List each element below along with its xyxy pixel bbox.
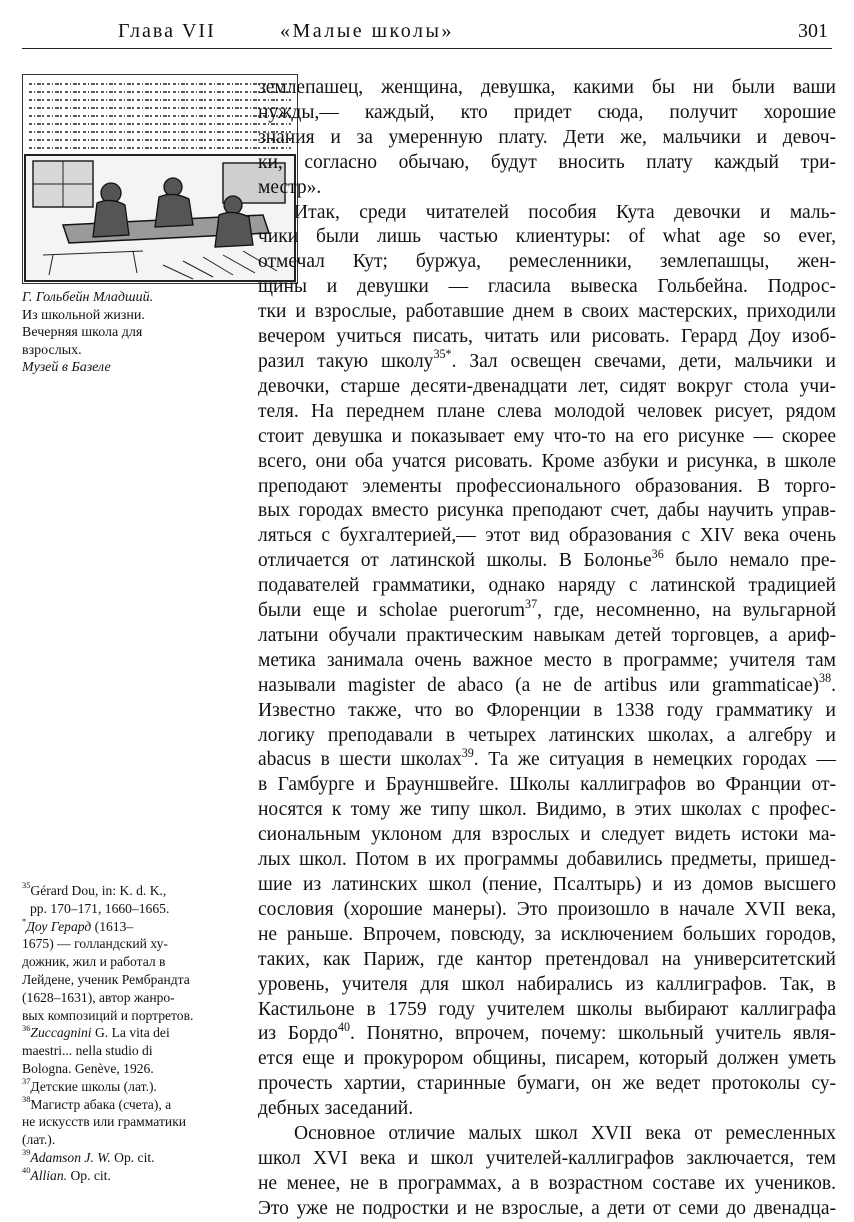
body-line: Итак, среди читателей пособия Кута девочки и маль- <box>294 201 836 223</box>
body-line: девочки, старше десяти-двенадцати лет, сидят вокруг стола учи- <box>258 375 836 397</box>
footnote-mark: 38 <box>22 1094 31 1105</box>
body-line: носятся к тому же типу школ. Видимо, в этих школах с профес- <box>258 799 836 821</box>
footnote-ref[interactable]: 39 <box>461 745 474 760</box>
body-line: подавателей грамматики, однако наряду с латинской традицией <box>258 575 836 597</box>
chapter-label: Глава VII <box>118 20 216 42</box>
body-line: ляться с бухгалтерией,— этот вид образования с XIV века очень <box>258 525 836 547</box>
body-line: Основное отличие малых школ XVII века от ремесленных <box>294 1123 836 1145</box>
footnote-name: Доу Герард <box>26 918 92 934</box>
body-line: школ XVI века и школ учителей-каллиграфов заключается, тем <box>258 1147 836 1169</box>
footnote-mark: 36 <box>22 1022 31 1033</box>
body-line <box>258 745 836 773</box>
footnote-ref[interactable]: 40 <box>337 1019 351 1034</box>
footnote-line: 1675) — голландский ху- <box>22 936 168 952</box>
body-line: логику преподавали в четырех латинских школах, а алгебру и <box>258 724 836 746</box>
body-line: отмечал Кут; буржуа, ремесленники, землепашцы, жен- <box>258 251 836 273</box>
body-line: латыни обучали практическим навыкам детей торговцев, а ариф- <box>258 624 836 646</box>
body-line-start: разил такую школу <box>258 350 434 372</box>
body-line <box>258 546 836 574</box>
footnote-text: Op. cit. <box>110 1149 155 1165</box>
caption-line: Из школьной жизни. <box>22 307 145 323</box>
body-line: вечером учиться писать, читать или рисовать. Герард Доу изоб- <box>258 326 836 348</box>
body-line <box>258 671 836 699</box>
body-line: прочесть хартии, старинные бумаги, он же ведет протоколы су- <box>258 1073 836 1095</box>
footnote-line: вых композиций и портретов. <box>22 1007 194 1023</box>
body-line-start: отличается от латинской школы. В Болонье <box>258 550 652 572</box>
body-line-start: abacus в шести школах <box>258 749 462 771</box>
footnote-ref[interactable]: 38 <box>819 671 832 686</box>
body-line: уровень, учителя для школ набирались из каллиграфов. Так, в <box>258 973 836 995</box>
footnote-ref[interactable]: 36 <box>651 546 664 561</box>
footnote-38 <box>22 1096 254 1114</box>
body-line <box>258 596 836 624</box>
page-number: 301 <box>798 20 828 42</box>
caption-line: Вечерняя школа для <box>22 325 143 340</box>
footnote-line: Bologna. Genève, 1926. <box>22 1060 154 1076</box>
chapter-title: «Малые школы» <box>280 20 454 42</box>
footnote-35-star <box>22 918 254 936</box>
body-line: преподают элементы профессионального образования. В торго- <box>258 475 836 497</box>
footnote-name: Adamson J. W. <box>30 1149 111 1165</box>
body-line: стоит девушка и показывает ему что-то на его рисунке — скорее <box>258 425 836 447</box>
body-line <box>258 1019 836 1047</box>
footnote-text: Детские школы (лат.). <box>30 1078 157 1094</box>
footnote-line: Лейдене, ученик Рембрандта <box>22 971 190 987</box>
footnote-mark: 39 <box>22 1147 31 1158</box>
body-line: таких, как Париж, где кантор претендовал на университетский <box>258 948 836 970</box>
footnote-name: Allian. <box>30 1167 68 1183</box>
footnote-35 <box>22 882 254 900</box>
footnote-mark: 37 <box>22 1076 31 1087</box>
caption-line: взрослых. <box>22 342 82 358</box>
body-line: всего, они оба учатся рисовать. Кроме азбуки и рисунка, в школе <box>258 450 836 472</box>
footnote-line: (лат.). <box>22 1132 56 1148</box>
body-line-start: из Бордо <box>258 1023 338 1045</box>
woodcut-illustration <box>22 74 298 284</box>
body-line: в Гамбурге и Брауншвейге. Школы каллиграфов во Франции от- <box>258 774 836 796</box>
body-line: вых городах вместо рисунка преподают счет, дабы научить управ- <box>258 500 836 522</box>
footnote-text: Op. cit. <box>67 1167 111 1183</box>
body-line-end: было немало пре- <box>663 550 836 572</box>
body-line: метика занимала очень важное место в программе; учителя там <box>258 649 836 671</box>
body-line-end: , где, несомненно, на вульгарной <box>537 600 836 622</box>
body-text <box>258 76 836 1222</box>
body-line-end: . <box>831 674 836 696</box>
body-line-start: были еще и scholae puerorum <box>258 600 526 622</box>
body-line <box>258 347 836 375</box>
footnote-mark: * <box>22 916 27 927</box>
body-line: дебных заседаний. <box>258 1098 414 1120</box>
body-line: землепашец, женщина, девушка, какими бы ни были ваши <box>258 77 836 98</box>
body-line: теля. На переднем плане слева молодой человек рисует, рядом <box>258 400 836 422</box>
body-line-start: называли magister de abaco (а не de artibus или grammaticae) <box>258 674 820 696</box>
body-line: ки, согласно обычаю, будут вносить плату каждый три- <box>258 151 836 173</box>
footnote-mark: 40 <box>22 1165 31 1176</box>
body-line: чики были лишь частью клиентуры: of what age so ever, <box>258 226 836 248</box>
footnote-ref[interactable]: 37 <box>525 596 538 611</box>
body-line: ется еще и прокурором общины, писарем, который должен уметь <box>258 1048 836 1070</box>
body-line: местр». <box>258 176 322 198</box>
figure-caption <box>22 289 252 377</box>
footnote-40 <box>22 1167 254 1185</box>
footnote-line: дожник, жил и работал в <box>22 954 166 970</box>
body-line-end: . Зал освещен свечами, дети, мальчики и <box>451 350 836 372</box>
body-line: лых школ. Потом в их программы добавились предметы, пришед- <box>258 849 836 871</box>
footnote-text: Gérard Dou, in: K. d. K., <box>30 883 167 898</box>
footnote-name: Zuccagnini <box>30 1025 92 1041</box>
caption-line: Г. Гольбейн Младший. <box>22 290 154 305</box>
footnote-36 <box>22 1024 254 1042</box>
footnote-39 <box>22 1149 254 1167</box>
footnotes <box>22 882 254 1185</box>
running-head <box>22 18 832 49</box>
caption-line: Музей в Базеле <box>22 360 111 375</box>
body-line-end: . Понятно, впрочем, почему: школьный учитель явля- <box>350 1023 836 1045</box>
footnote-line: pp. 170–171, 1660–1665. <box>30 900 170 916</box>
body-line: Кастильоне в 1759 году учителем школы выбирают каллиграфа <box>258 998 836 1020</box>
body-line: шие из латинских школ (пение, Псалтырь) и из домов высшего <box>258 874 836 895</box>
footnote-mark: 35 <box>22 880 31 891</box>
body-line: Известно также, что во Флоренции в 1338 году грамматику и <box>258 699 836 721</box>
footnote-text: (1613– <box>91 918 134 934</box>
footnote-ref[interactable]: 35* <box>433 347 452 362</box>
body-line-end: . Та же ситуация в немецких городах — <box>473 749 836 771</box>
footnote-text: G. La vita dei <box>91 1025 170 1041</box>
body-line: нужды,— каждый, кто придет сюда, получит хорошие <box>258 101 836 123</box>
footnote-text: Магистр абака (счета), а <box>30 1096 172 1112</box>
body-line: сиональным уклоном для взрослых и следует видеть истоки ма- <box>258 824 836 846</box>
footnote-37 <box>22 1078 254 1096</box>
body-line: щины и девушки — гласила вывеска Гольбейна. Подрос- <box>258 276 836 298</box>
body-line: знания и за умеренную плату. Дети же, мальчики и девоч- <box>258 126 836 148</box>
footnote-line: не искусств или грамматики <box>22 1114 187 1130</box>
body-line: тки и взрослые, работавшие днем в своих мастерских, приходили <box>258 301 836 323</box>
footnote-line: maestri... nella studio di <box>22 1043 153 1059</box>
footnote-line: (1628–1631), автор жанро- <box>22 989 175 1005</box>
body-line: не раньше. Впрочем, повсюду, за исключением больших городов, <box>258 923 836 945</box>
body-line: не менее, не в программах, а в возрастном составе их учеников. <box>258 1172 836 1194</box>
body-line: Это уже не подростки и не взрослые, а дети от семи до двенадца- <box>258 1197 836 1219</box>
body-line: сословия (хорошие манеры). Это произошло в начале XVII века, <box>258 898 836 920</box>
